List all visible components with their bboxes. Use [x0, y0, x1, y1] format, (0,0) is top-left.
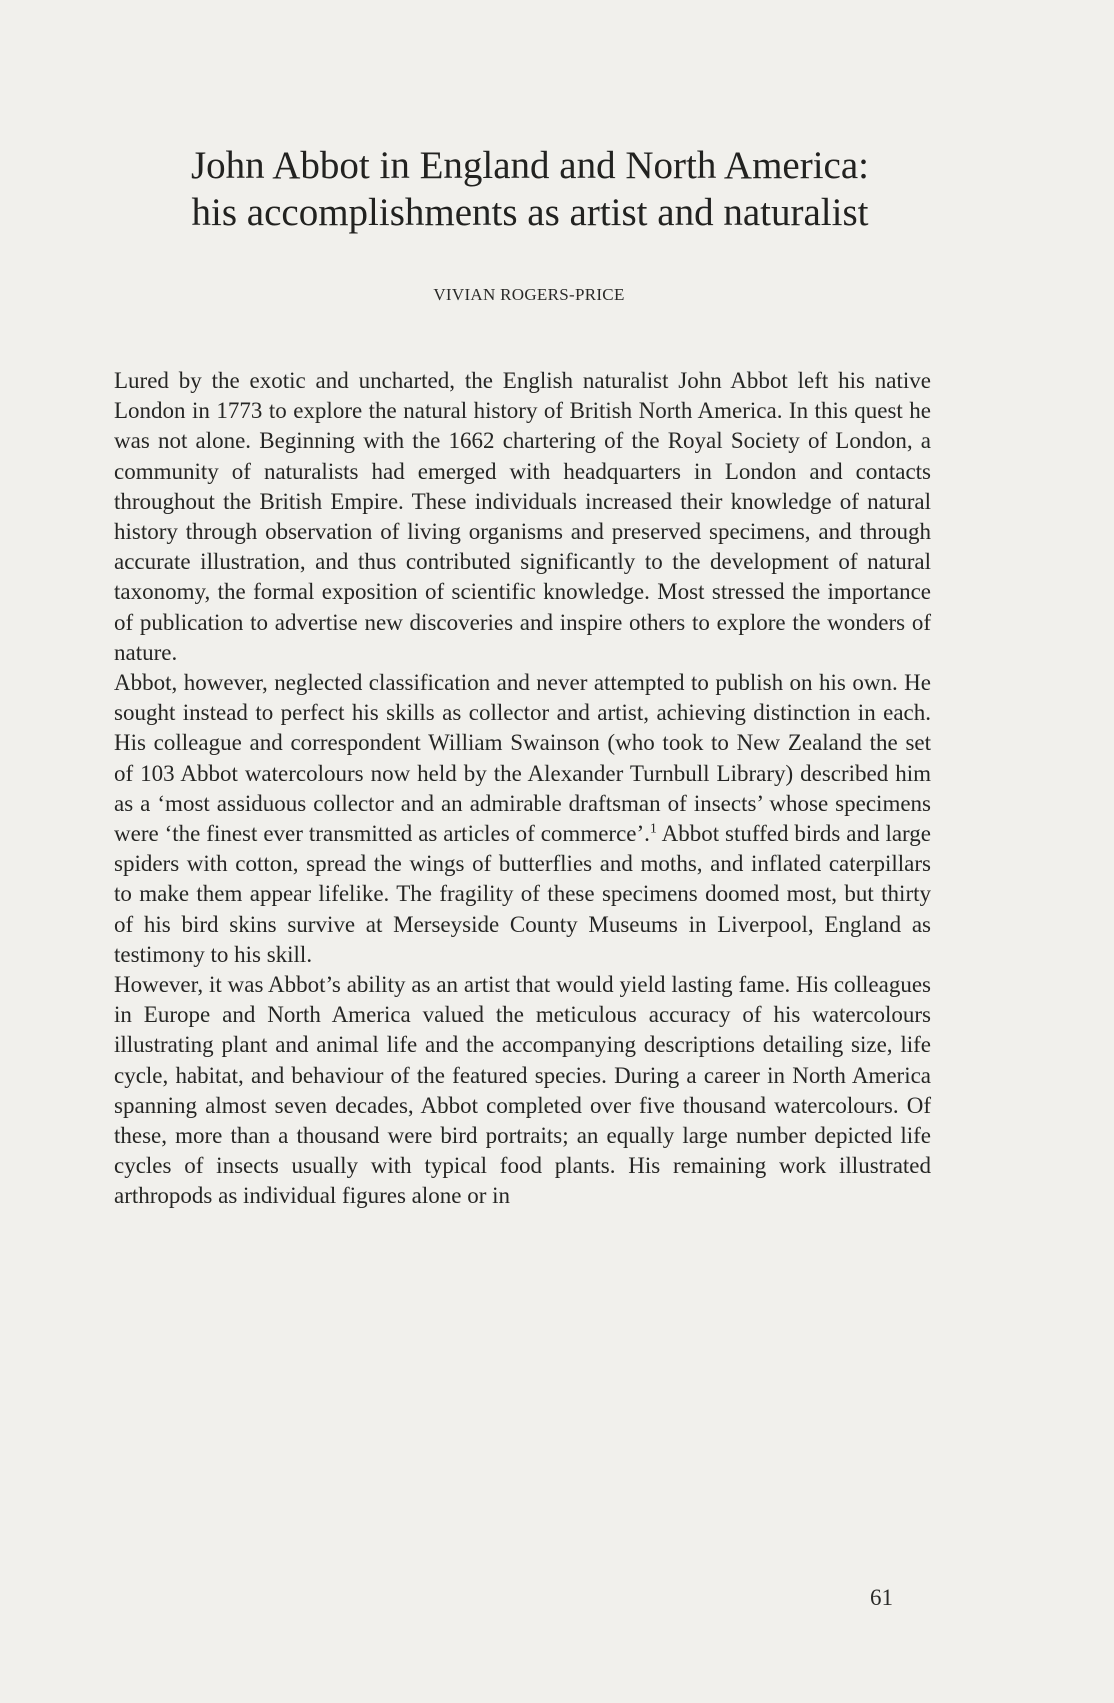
paragraph-2-text-b: Abbot stuffed birds and large spiders with cotton, spread the wings of butterflies and moths, and inflated caterpillars to make them appear lifelike. The fragility of these specimens doomed most, but thirty of his bird skins survive at Merseyside County Museums in Liverpool, England as testimony to his skill.	[114, 821, 931, 967]
paragraph-2-text-a: Abbot, however, neglected classification and never attempted to publish on his own. He sought instead to perfect his skills as collector and artist, achieving distinction in each. His colleague and correspondent William Swainson (who took to New Zealand the set of 103 Abbot watercolours now held by the Alexander Turnbull Library) described him as a ‘most assiduous collector and an admirable draftsman of insects’ whose specimens were ‘the finest ever transmitted as articles of commerce’.	[114, 670, 931, 847]
paragraph-3: However, it was Abbot’s ability as an artist that would yield lasting fame. His colleagues in Europe and North America valued the meticulous accuracy of his watercolours illustrating plant and animal life and the accompanying descriptions detailing size, life cycle, habitat, and behaviour of the featured species. During a career in North America spanning almost seven decades, Abbot completed over five thousand watercolours. Of these, more than a thousand were bird portraits; an equally large number depicted life cycles of insects usually with typical food plants. His remaining work illustrated arthropods as individual figures alone or in	[114, 972, 931, 1209]
article-title-line-2: his accomplishments as artist and naturalist	[191, 191, 869, 234]
paragraph-1: Lured by the exotic and uncharted, the English naturalist John Abbot left his native London in 1773 to explore the natural history of British North America. In this quest he was not alone. Beginning with the 1662 chartering of the Royal Society of London, a community of naturalists had emerged with headquarters in London and contacts throughout the British Empire. These individuals increased their knowledge of natural history through observation of living organisms and preserved specimens, and through accurate illustration, and thus contributed significantly to the development of natural taxonomy, the formal exposition of scientific knowledge. Most stressed the importance of publication to advertise new discoveries and inspire others to explore the wonders of nature.	[114, 368, 931, 665]
paragraph-2	[114, 668, 931, 970]
article-title	[100, 142, 960, 236]
article-title-line-1: John Abbot in England and North America:	[190, 144, 870, 187]
page-number: 61	[870, 1585, 893, 1610]
footnote-marker[interactable]: 1	[649, 821, 657, 837]
author-byline: VIVIAN ROGERS-PRICE	[433, 285, 625, 304]
article-body	[114, 366, 931, 1212]
